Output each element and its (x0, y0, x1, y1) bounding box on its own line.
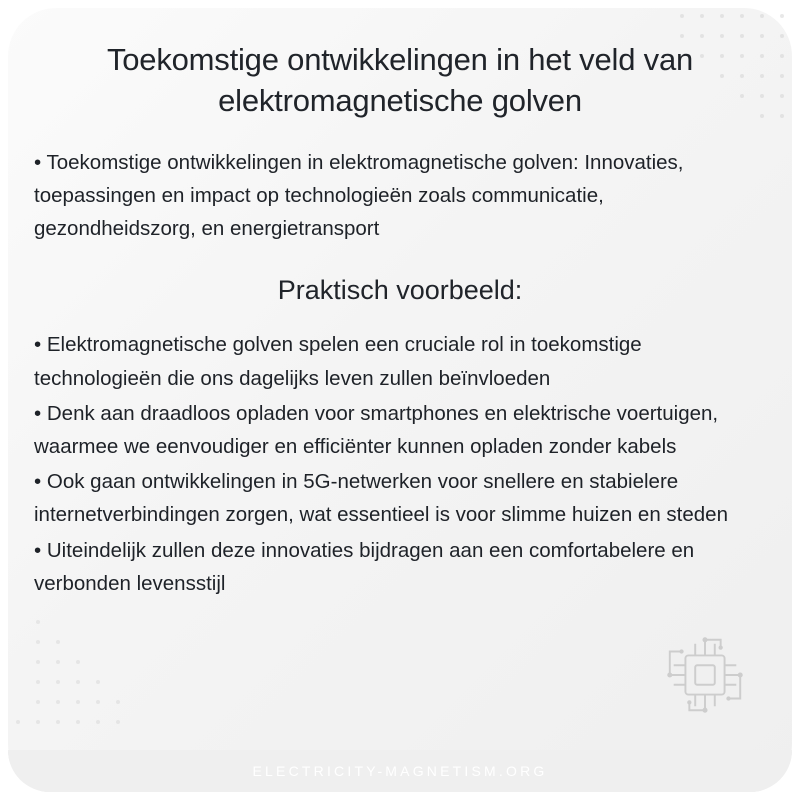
footer-website-label: ELECTRICITY-MAGNETISM.ORG (252, 763, 548, 779)
section-subtitle: Praktisch voorbeeld: (277, 275, 523, 306)
intro-paragraph: • Toekomstige ontwikkelingen in elektromagnetische golven: Innovaties, toepassingen en impact op technologieën zoals communicatie, gezondheidszorg, en energietransport (34, 150, 684, 241)
page-title: Toekomstige ontwikkelingen in het veld van elektromagnetische golven (106, 42, 694, 118)
list-item: • Ook gaan ontwikkelingen in 5G-netwerken voor snellere en stabielere internetverbindingen zorgen, wat essentieel is voor slimme huizen en steden (34, 470, 728, 527)
footer (8, 750, 792, 792)
bullet-list (34, 328, 766, 600)
circuit-chip-icon (656, 630, 754, 720)
list-item: • Denk aan draadloos opladen voor smartphones en elektrische voertuigen, waarmee we eenvoudiger en efficiënter kunnen opladen zonder kabels (34, 401, 719, 459)
list-item: • Elektromagnetische golven spelen een cruciale rol in toekomstige technologieën die ons dagelijks leven zullen beïnvloeden (34, 333, 642, 390)
list-item: • Uiteindelijk zullen deze innovaties bijdragen aan een comfortabelere en verbonden levensstijl (34, 538, 695, 595)
